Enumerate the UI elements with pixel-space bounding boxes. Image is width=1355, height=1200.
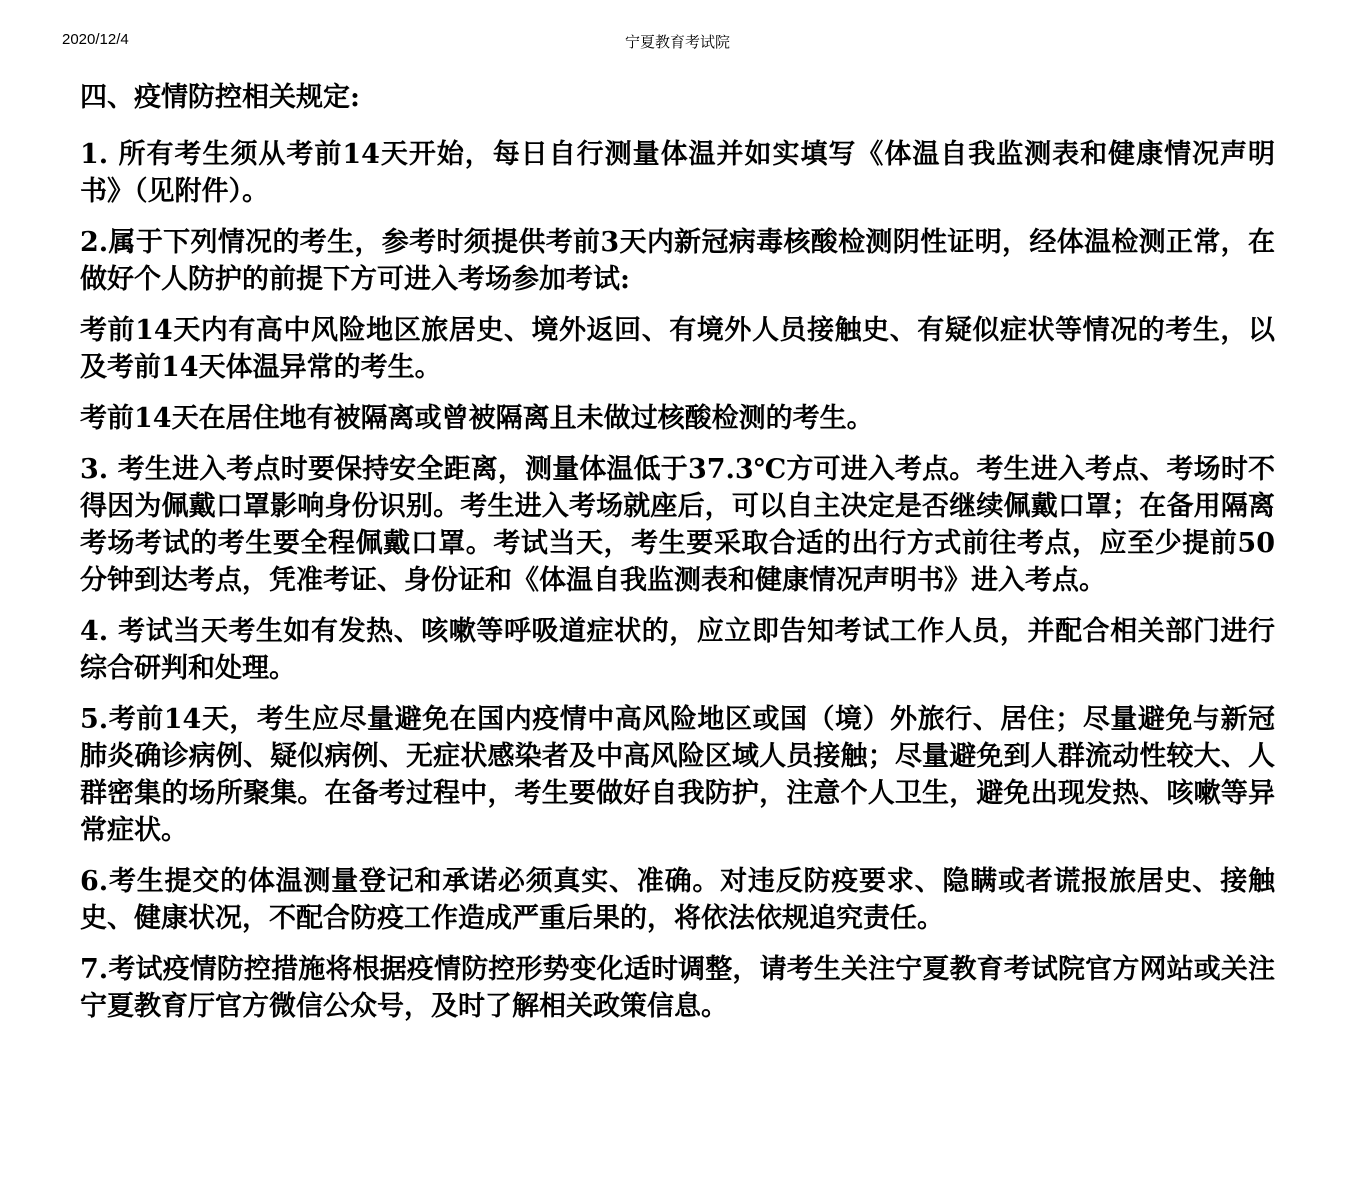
page-header [0, 31, 1355, 53]
paragraph-1: 1. 所有考生须从考前14天开始，每日自行测量体温并如实填写《体温自我监测表和健康情况声明书》（见附件）。 [80, 139, 1275, 207]
paragraph-2a: 考前14天内有高中风险地区旅居史、境外返回、有境外人员接触史、有疑似症状等情况的考生，以及考前14天体温异常的考生。 [80, 315, 1275, 383]
paragraph-3: 3. 考生进入考点时要保持安全距离，测量体温低于37.3℃方可进入考点。考生进入考点、考场时不得因为佩戴口罩影响身份识别。考生进入考场就座后，可以自主决定是否继续佩戴口罩；在备用隔离考场考试的考生要全程佩戴口罩。考试当天，考生要采取合适的出行方式前往考点，应至少提前50分钟到达考点，凭准考证、身份证和《体温自我监测表和健康情况声明书》进入考点。 [80, 454, 1275, 596]
page-title: 宁夏教育考试院 [624, 33, 730, 51]
paragraph-4: 4. 考试当天考生如有发热、咳嗽等呼吸道症状的，应立即告知考试工作人员，并配合相关部门进行综合研判和处理。 [80, 616, 1275, 684]
print-date: 2020/12/4 [62, 31, 129, 48]
paragraph-2: 2.属于下列情况的考生，参考时须提供考前3天内新冠病毒核酸检测阴性证明，经体温检测正常，在做好个人防护的前提下方可进入考场参加考试: [80, 227, 1275, 295]
paragraph-6: 6.考生提交的体温测量登记和承诺必须真实、准确。对违反防疫要求、隐瞒或者谎报旅居史、接触史、健康状况，不配合防疫工作造成严重后果的，将依法依规追究责任。 [80, 866, 1275, 934]
document-body [80, 78, 1275, 1039]
paragraph-5: 5.考前14天，考生应尽量避免在国内疫情中高风险地区或国（境）外旅行、居住；尽量避免与新冠肺炎确诊病例、疑似病例、无症状感染者及中高风险区域人员接触；尽量避免到人群流动性较大、人群密集的场所聚集。在备考过程中，考生要做好自我防护，注意个人卫生，避免出现发热、咳嗽等异常症状。 [80, 704, 1275, 846]
paragraph-2b: 考前14天在居住地有被隔离或曾被隔离且未做过核酸检测的考生。 [80, 403, 874, 434]
paragraph-7: 7.考试疫情防控措施将根据疫情防控形势变化适时调整，请考生关注宁夏教育考试院官方网站或关注宁夏教育厅官方微信公众号，及时了解相关政策信息。 [80, 954, 1275, 1022]
section-heading: 四、疫情防控相关规定: [80, 82, 360, 113]
